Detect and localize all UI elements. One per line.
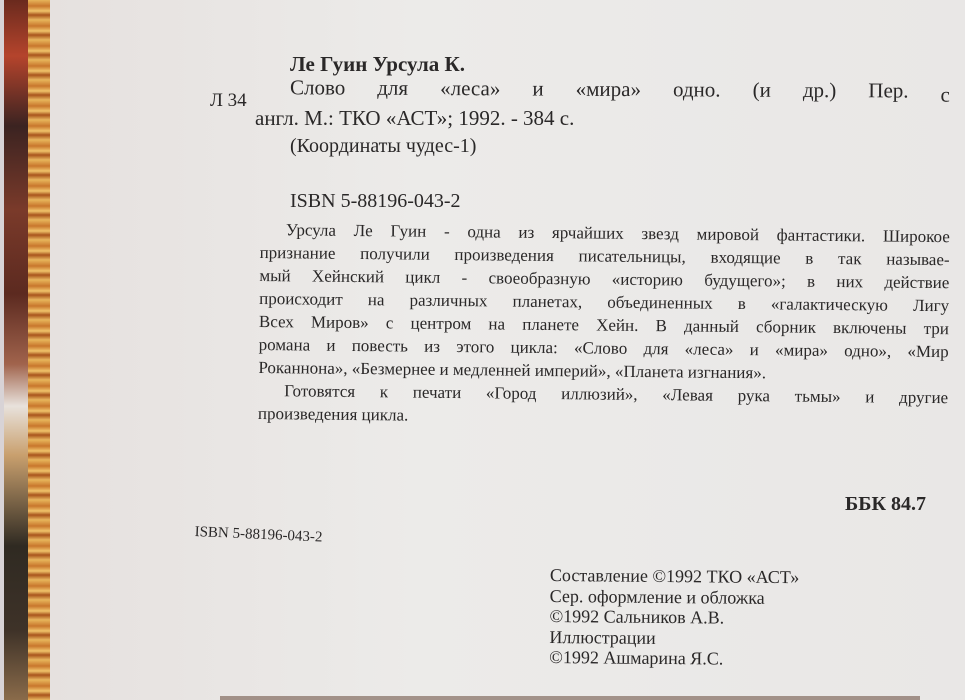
credit-line: ©1992 Сальников А.В.	[549, 605, 725, 628]
credit-line: ©1992 Ашмарина Я.С.	[549, 646, 724, 669]
annotation-line: происходит на различных планетах, объединенных в «галактическую Лигу	[259, 288, 950, 316]
isbn-bottom: ISBN 5-88196-043-2	[194, 524, 323, 546]
annotation-line: признание получили произведения писательницы, входящие в так называе-	[259, 242, 950, 270]
annotation-line: Всех Миров» с центром на планете Хейн. В данный сборник включены три	[258, 311, 949, 339]
credit-line: Сер. оформление и обложка	[549, 585, 765, 608]
classification-code: Л 34	[210, 90, 247, 111]
annotation-line: мый Хейнский цикл - своеобразную «историю будущего»; в них действие	[259, 265, 950, 293]
book-title: Слово для «леса» и «мира» одно. (и др.) Пер. с	[289, 75, 950, 107]
bbk-code: ББК 84.7	[845, 493, 926, 515]
author-name: Ле Гуин Урсула К.	[290, 52, 465, 76]
annotation-line: произведения цикла.	[257, 403, 409, 425]
publication-info: англ. М.: ТКО «АСТ»; 1992. - 384 с.	[255, 106, 575, 130]
credit-line: Иллюстрации	[549, 626, 656, 648]
annotation-line: романа и повесть из этого цикла: «Слово для «леса» и «мира» одно», «Мир	[258, 334, 949, 362]
annotation-line: Роканнона», «Безмернее и медленней империй», «Планета изгнания».	[258, 357, 767, 383]
credit-line: Составление ©1992 ТКО «АСТ»	[549, 565, 800, 588]
book-cover-edge	[28, 0, 50, 700]
copyright-credits	[549, 565, 799, 670]
series-name: (Координаты чудес-1)	[290, 135, 477, 157]
isbn-top: ISBN 5-88196-043-2	[290, 190, 461, 212]
annotation	[258, 218, 950, 432]
book-page	[50, 0, 965, 700]
annotation-line: Готовятся к печати «Город иллюзий», «Левая рука тьмы» и другие	[284, 381, 949, 408]
annotation-line: Урсула Ле Гуин - одна из ярчайших звезд мировой фантастики. Широкое	[285, 220, 950, 247]
page-bottom-shadow	[220, 696, 920, 700]
